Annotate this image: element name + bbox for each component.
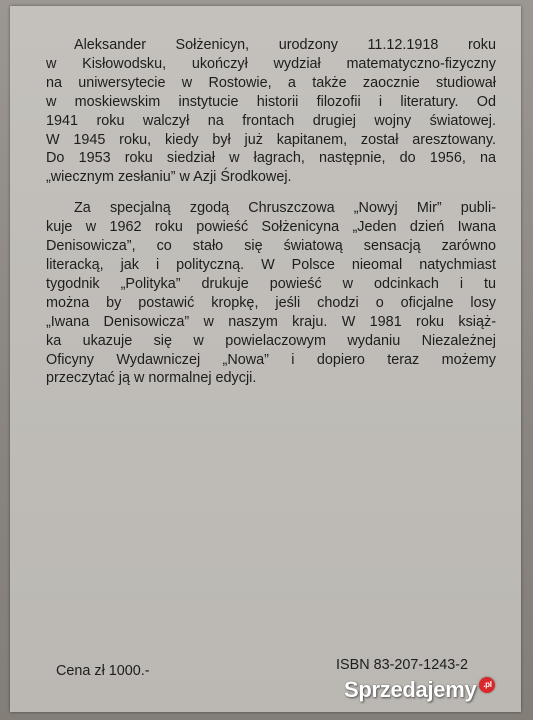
blurb-line: można by postawić kropkę, jeśli chodzi o oficjalne losy bbox=[46, 294, 496, 311]
blurb-line: Do 1953 roku siedział w łagrach, następnie, do 1956, na bbox=[46, 150, 496, 167]
blurb-paragraph-2 bbox=[46, 199, 496, 388]
book-back-cover bbox=[10, 6, 521, 712]
isbn-label: ISBN 83-207-1243-2 bbox=[336, 657, 468, 673]
blurb-text bbox=[46, 36, 496, 388]
blurb-line: w Kisłowodsku, ukończył wydział matematyczno-fizyczny bbox=[46, 55, 496, 72]
blurb-line: kuje w 1962 roku powieść Sołżenicyna „Jeden dzień Iwana bbox=[46, 219, 496, 236]
blurb-line: W 1945 roku, kiedy był już kapitanem, został aresztowany. bbox=[46, 131, 496, 148]
blurb-line: „wiecznym zesłaniu” w Azji Środkowej. bbox=[46, 169, 292, 186]
blurb-paragraph-1 bbox=[46, 36, 496, 187]
blurb-line: Oficyny Wydawniczej „Nowa” i dopiero teraz możemy bbox=[46, 351, 496, 368]
blurb-line: przeczytać ją w normalnej edycji. bbox=[46, 370, 257, 387]
site-watermark bbox=[344, 676, 495, 704]
blurb-line: Za specjalną zgodą Chruszczowa „Nowyj Mir” publi- bbox=[74, 200, 496, 217]
price-label: Cena zł 1000.- bbox=[56, 663, 150, 679]
blurb-line: tygodnik „Polityka” drukuje powieść w odcinkach i tu bbox=[46, 275, 496, 292]
blurb-line: Aleksander Sołżenicyn, urodzony 11.12.1918 roku bbox=[74, 37, 496, 53]
blurb-line: na uniwersytecie w Rostowie, a także zaocznie studiował bbox=[46, 74, 496, 91]
blurb-line: literacką, jak i polityczną. W Polsce nieomal natychmiast bbox=[46, 256, 496, 273]
watermark-badge: .pl bbox=[479, 677, 495, 693]
blurb-line: Denisowicza”, co stało się światową sensacją zarówno bbox=[46, 238, 496, 255]
watermark-brand: Sprzedajemy bbox=[344, 677, 477, 702]
blurb-line: 1941 roku walczył na frontach drugiej wojny światowej. bbox=[46, 112, 496, 129]
blurb-line: ka ukazuje się w powielaczowym wydaniu Niezależnej bbox=[46, 332, 496, 349]
blurb-line: „Iwana Denisowicza” w naszym kraju. W 1981 roku książ- bbox=[46, 313, 496, 330]
blurb-line: w moskiewskim instytucie historii filozofii i literatury. Od bbox=[46, 93, 496, 110]
